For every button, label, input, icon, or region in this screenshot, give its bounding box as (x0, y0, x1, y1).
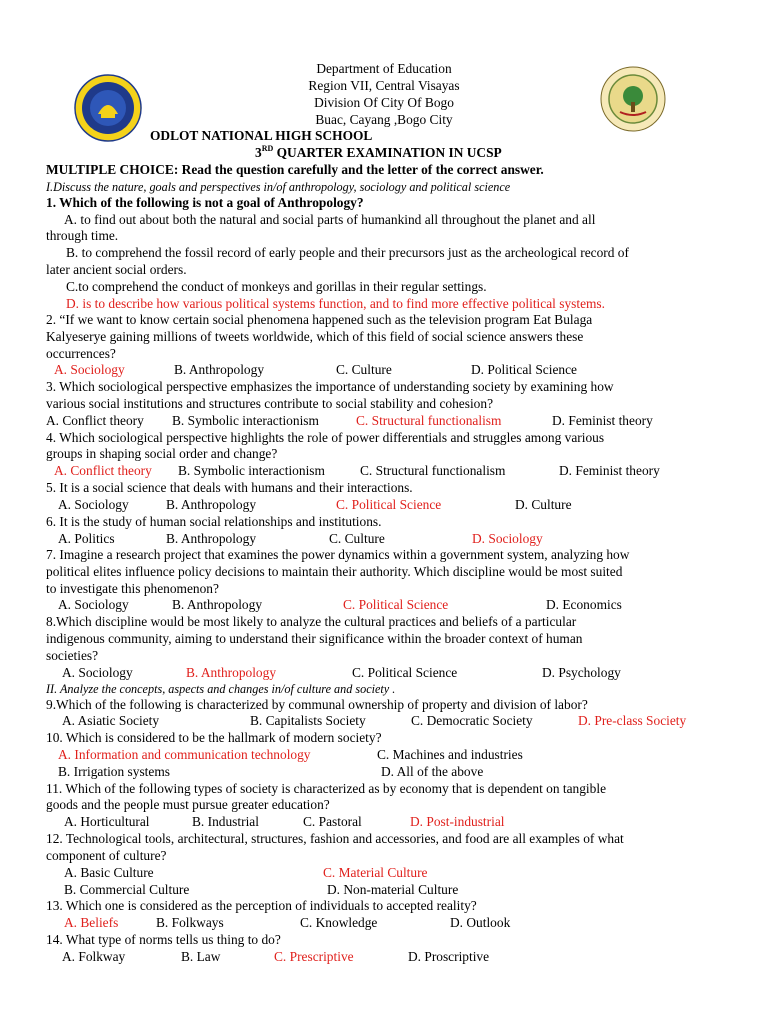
q2-option-c: C. Culture (336, 362, 392, 377)
q2-question-l3: occurrences? (46, 346, 116, 361)
q7-option-d: D. Economics (546, 597, 622, 612)
q5-option-d: D. Culture (515, 497, 572, 512)
q8-option-c: C. Political Science (352, 665, 458, 680)
q2-question-l1: 2. “If we want to know certain social phenomena happened such as the television program Eat Bulaga (46, 312, 593, 327)
q12-option-d: D. Non-material Culture (327, 882, 459, 897)
q8-option-d: D. Psychology (542, 665, 621, 680)
q14-option-b: B. Law (181, 949, 221, 964)
q6-option-d-answer: D. Sociology (472, 531, 543, 546)
header-dept: Department of Education (316, 61, 452, 76)
q13-option-d: D. Outlook (450, 915, 511, 930)
q2-option-b: B. Anthropology (174, 362, 265, 377)
q1-option-d-answer: D. is to describe how various political systems function, and to find more effective political systems. (66, 296, 605, 311)
q1-question: 1. Which of the following is not a goal of Anthropology? (46, 195, 364, 210)
q13-question: 13. Which one is considered as the perception of individuals to accepted reality? (46, 898, 477, 913)
q1-option-c: C.to comprehend the conduct of monkeys and gorillas in their regular settings. (66, 279, 487, 294)
q11-option-d-answer: D. Post-industrial (410, 814, 505, 829)
q7-option-c-answer: C. Political Science (343, 597, 449, 612)
q1-option-a-cont: through time. (46, 228, 119, 243)
school-name: ODLOT NATIONAL HIGH SCHOOL (150, 128, 373, 143)
q8-option-b-answer: B. Anthropology (186, 665, 277, 680)
q13-option-c: C. Knowledge (300, 915, 378, 930)
q4-option-b: B. Symbolic interactionism (178, 463, 325, 478)
q7-option-b: B. Anthropology (172, 597, 263, 612)
q8-question-l2: indigenous community, aiming to understand their significance within the broader context of human (46, 631, 583, 646)
q7-question-l1: 7. Imagine a research project that examines the power dynamics within a government system, analyzing how (46, 547, 630, 562)
q3-option-d: D. Feminist theory (552, 413, 653, 428)
q3-option-a: A. Conflict theory (46, 413, 144, 428)
q12-question-l2: component of culture? (46, 848, 167, 863)
q6-option-b: B. Anthropology (166, 531, 257, 546)
q8-option-a: A. Sociology (62, 665, 133, 680)
q10-option-d: D. All of the above (381, 764, 484, 779)
q4-question-l2: groups in shaping social order and change? (46, 446, 278, 461)
q11-question-l1: 11. Which of the following types of society is characterized as by economy that is dependent on tangible (46, 781, 607, 796)
q5-option-a: A. Sociology (58, 497, 129, 512)
q3-question-l1: 3. Which sociological perspective emphasizes the importance of understanding society by examining how (46, 379, 614, 394)
q6-option-a: A. Politics (58, 531, 115, 546)
header-address: Buac, Cayang ,Bogo City (315, 112, 453, 127)
q8-question-l3: societies? (46, 648, 99, 663)
q2-question-l2: Kalyeserye gaining millions of tweets worldwide, which of this field of social science answers these (46, 329, 584, 344)
q1-option-a: A. to find out about both the natural and social parts of humankind all throughout the planet and all (64, 212, 596, 227)
q5-option-b: B. Anthropology (166, 497, 257, 512)
q14-question: 14. What type of norms tells us thing to do? (46, 932, 281, 947)
q6-option-c: C. Culture (329, 531, 385, 546)
q13-option-b: B. Folkways (156, 915, 224, 930)
q12-question-l1: 12. Technological tools, architectural, structures, fashion and accessories, and food are all examples of what (46, 831, 624, 846)
q14-option-a: A. Folkway (62, 949, 126, 964)
q3-question-l2: various social institutions and structures contribute to social stability and cohesion? (46, 396, 494, 411)
q5-option-c-answer: C. Political Science (336, 497, 442, 512)
q13-option-a-answer: A. Beliefs (64, 915, 119, 930)
section-1-heading: I.Discuss the nature, goals and perspectives in/of anthropology, sociology and political science (46, 180, 511, 194)
q4-option-c: C. Structural functionalism (360, 463, 506, 478)
q7-question-l3: to investigate this phenomenon? (46, 581, 219, 596)
q12-option-b: B. Commercial Culture (64, 882, 190, 897)
q3-option-b: B. Symbolic interactionism (172, 413, 319, 428)
exam-title: 3RD QUARTER EXAMINATION IN UCSP (255, 144, 502, 160)
q4-question-l1: 4. Which sociological perspective highlights the role of power differentials and struggles among various (46, 430, 605, 445)
q14-option-c-answer: C. Prescriptive (274, 949, 354, 964)
q2-option-d: D. Political Science (471, 362, 577, 377)
q10-option-a-answer: A. Information and communication technology (58, 747, 311, 762)
q1-option-b-cont: later ancient social orders. (46, 262, 187, 277)
q12-option-c-answer: C. Material Culture (323, 865, 428, 880)
section-2-heading: II. Analyze the concepts, aspects and changes in/of culture and society . (46, 682, 396, 696)
q10-question: 10. Which is considered to be the hallmark of modern society? (46, 730, 382, 745)
q7-question-l2: political elites influence policy decisions to maintain their authority. Which discipline would be most suited (46, 564, 623, 579)
instructions: MULTIPLE CHOICE: Read the question carefully and the letter of the correct answer. (46, 162, 544, 177)
q1-option-b: B. to comprehend the fossil record of early people and their precursors just as the archeological record of (66, 245, 629, 260)
q9-question: 9.Which of the following is characterized by communal ownership of property and division of labor? (46, 697, 588, 712)
q12-option-a: A. Basic Culture (64, 865, 154, 880)
q9-option-a: A. Asiatic Society (62, 713, 160, 728)
q8-question-l1: 8.Which discipline would be most likely to analyze the cultural practices and beliefs of a particular (46, 614, 577, 629)
q14-option-d: D. Proscriptive (408, 949, 490, 964)
q10-option-b: B. Irrigation systems (58, 764, 170, 779)
q9-option-d-answer: D. Pre-class Society (578, 713, 687, 728)
q4-option-a-answer: A. Conflict theory (54, 463, 152, 478)
q3-option-c-answer: C. Structural functionalism (356, 413, 502, 428)
q9-option-b: B. Capitalists Society (250, 713, 366, 728)
header-division: Division Of City Of Bogo (314, 95, 454, 110)
q6-question: 6. It is the study of human social relationships and institutions. (46, 514, 382, 529)
q2-option-a-answer: A. Sociology (54, 362, 125, 377)
header-region: Region VII, Central Visayas (308, 78, 460, 93)
q9-option-c: C. Democratic Society (411, 713, 533, 728)
q11-option-b: B. Industrial (192, 814, 259, 829)
q11-question-l2: goods and the people must pursue greater education? (46, 797, 330, 812)
q11-option-a: A. Horticultural (64, 814, 150, 829)
q11-option-c: C. Pastoral (303, 814, 362, 829)
q4-option-d: D. Feminist theory (559, 463, 660, 478)
q5-question: 5. It is a social science that deals with humans and their interactions. (46, 480, 413, 495)
q7-option-a: A. Sociology (58, 597, 129, 612)
q10-option-c: C. Machines and industries (377, 747, 523, 762)
